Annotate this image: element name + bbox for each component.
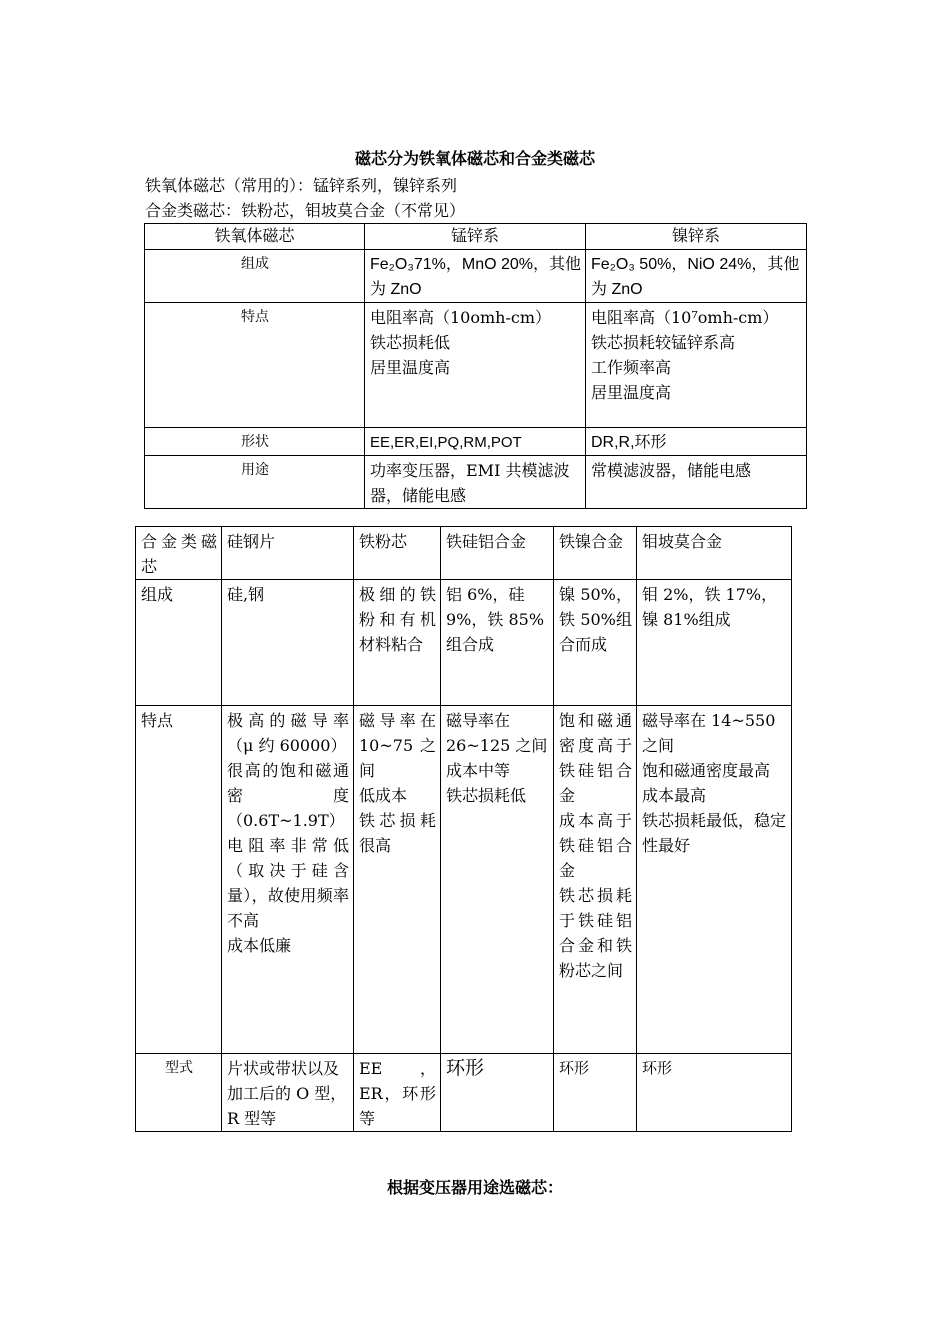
table-row — [136, 1054, 792, 1132]
header-cell: 铁粉芯 — [354, 527, 441, 580]
table-cell: 环形 — [441, 1054, 554, 1132]
row-label: 组成 — [136, 580, 222, 706]
header-cell: 镍锌系 — [586, 224, 807, 250]
alloy-core-table — [135, 526, 792, 1132]
table-row — [145, 456, 807, 509]
row-label: 形状 — [145, 428, 365, 456]
header-cell: 钼坡莫合金 — [637, 527, 792, 580]
table-cell: 电阻率高（10omh-cm） 铁芯损耗低 居里温度高 — [365, 303, 586, 428]
table-cell: 镍 50%，铁 50%组合而成 — [554, 580, 637, 706]
row-label: 型式 — [136, 1054, 222, 1132]
table-cell: 电阻率高（10⁷omh-cm） 铁芯损耗较锰锌系高 工作频率高 居里温度高 — [586, 303, 807, 428]
table-cell: 铝 6%，硅 9%，铁 85%组合成 — [441, 580, 554, 706]
page-title: 磁芯分为铁氧体磁芯和合金类磁芯 — [354, 149, 595, 168]
header-cell: 合金类磁芯 — [136, 527, 222, 580]
header-cell: 铁氧体磁芯 — [145, 224, 365, 250]
intro-line-alloy: 合金类磁芯：铁粉芯，钼坡莫合金（不常见） — [145, 201, 466, 220]
header-cell: 铁硅铝合金 — [441, 527, 554, 580]
table-cell: 钼 2%，铁 17%，镍 81%组成 — [637, 580, 792, 706]
table-cell: 磁导率在 14~550 之间 饱和磁通密度最高 成本最高 铁芯损耗最低，稳定性最好 — [637, 706, 792, 1054]
row-label: 特点 — [136, 706, 222, 1054]
table-cell: 磁导率在 10~75 之间 低成本 铁芯损耗很高 — [354, 706, 441, 1054]
ferrite-core-table — [144, 223, 807, 509]
table-row — [136, 706, 792, 1054]
header-cell: 硅钢片 — [222, 527, 354, 580]
table-cell: 极细的铁粉和有机材料粘合 — [354, 580, 441, 706]
header-cell: 锰锌系 — [365, 224, 586, 250]
table-header-row — [145, 224, 807, 250]
table-cell: DR,R,环形 — [586, 428, 807, 456]
table-row — [145, 303, 807, 428]
section-heading: 根据变压器用途选磁芯： — [386, 1178, 563, 1197]
table-cell: 硅,钢 — [222, 580, 354, 706]
table-cell: EE，ER，环形等 — [354, 1054, 441, 1132]
table-cell: 磁导率在 26~125 之间 成本中等 铁芯损耗低 — [441, 706, 554, 1054]
table-cell: 极高的磁导率（μ 约 60000） 很高的饱和磁通密度（0.6T~1.9T） 电阻率非常低（取决于硅含量），故使用频率不高 成本低廉 — [222, 706, 354, 1054]
row-label: 用途 — [145, 456, 365, 509]
row-label: 特点 — [145, 303, 365, 428]
table-row — [136, 580, 792, 706]
header-cell: 铁镍合金 — [554, 527, 637, 580]
row-label: 组成 — [145, 250, 365, 303]
table-cell: EE,ER,EI,PQ,RM,POT — [365, 428, 586, 456]
table-header-row — [136, 527, 792, 580]
intro-line-ferrite: 铁氧体磁芯（常用的）：锰锌系列，镍锌系列 — [145, 176, 458, 195]
table-cell: 饱和磁通密度高于铁硅铝合金 成本高于铁硅铝合金 铁芯损耗于铁硅铝合金和铁粉芯之间 — [554, 706, 637, 1054]
table-cell: 片状或带状以及加工后的 O 型，R 型等 — [222, 1054, 354, 1132]
table-cell: Fe₂O₃ 50%，NiO 24%，其他为 ZnO — [586, 250, 807, 303]
table-row — [145, 428, 807, 456]
table-cell: 环形 — [637, 1054, 792, 1132]
table-cell: 功率变压器，EMI 共模滤波器，储能电感 — [365, 456, 586, 509]
table-row — [145, 250, 807, 303]
table-cell: Fe₂O₃71%，MnO 20%，其他为 ZnO — [365, 250, 586, 303]
table-cell: 环形 — [554, 1054, 637, 1132]
table-cell: 常模滤波器，储能电感 — [586, 456, 807, 509]
